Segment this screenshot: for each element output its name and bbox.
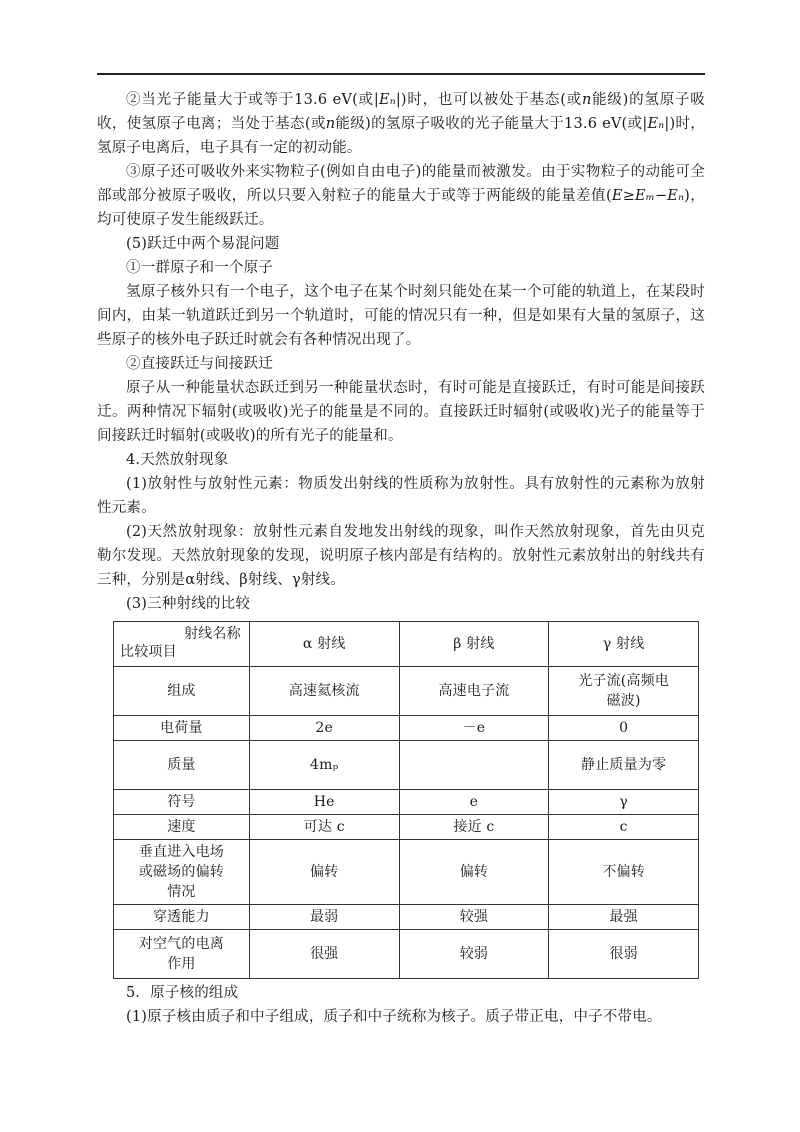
table-row — [114, 667, 699, 716]
row-label-text: 组成 — [167, 683, 196, 699]
table-cell — [549, 815, 699, 840]
paragraph: 原子从一种能量状态跃迁到另一种能量状态时，有时可能是直接跃迁，有时可能是间接跃迁。两种情况下辐射(或吸收)光子的能量是不同的。直接跃迁时辐射(或吸收)光子的能量等于间接跃迁时辐射(或吸收)的所有光子的能量和。 — [97, 380, 705, 444]
table-row — [114, 790, 699, 815]
cell-text: 可达 c — [303, 819, 345, 835]
cell-text: 2e — [315, 720, 333, 736]
column-header-gamma: γ 射线 — [549, 622, 699, 667]
math-symbol: E — [667, 188, 679, 204]
cell-text: 很弱 — [609, 946, 638, 962]
table-cell — [549, 741, 699, 790]
row-label-text: 质量 — [167, 757, 196, 773]
cell-text: c — [619, 819, 628, 835]
text-run: − — [654, 188, 668, 204]
table-cell — [249, 790, 399, 815]
table-cell — [249, 716, 399, 741]
table-cell — [249, 815, 399, 840]
paragraph: ②直接跃迁与间接跃迁 — [126, 356, 273, 372]
text-run: |)时，氢原子电离后，电子具有一定的初动能。 — [97, 116, 705, 156]
corner-top-right-label: 射线名称 — [183, 626, 241, 642]
cell-text: 很强 — [309, 946, 339, 962]
table-cell — [249, 840, 399, 905]
table-header-row — [114, 622, 699, 667]
column-header-alpha: α 射线 — [249, 622, 399, 667]
table-cell — [549, 790, 699, 815]
document-body — [97, 88, 705, 1029]
cell-text: 最强 — [609, 909, 638, 925]
row-label — [114, 790, 250, 815]
text-run: 能级)的氢原子吸收的光子能量大于13.6 eV(或| — [335, 116, 648, 132]
table-cell — [399, 790, 549, 815]
math-symbol: E — [635, 188, 646, 204]
paragraph: (2)天然放射现象：放射性元素自发地发出射线的现象，叫作天然放射现象，首先由贝克勒尔发现。天然放射现象的发现，说明原子核内部是有结构的。放射性元素放射出的射线共有三种，分别是α射线、β射线、γ射线。 — [97, 524, 705, 588]
cell-text: 不偏转 — [602, 864, 645, 880]
paragraph-group-top — [97, 88, 705, 616]
paragraph — [97, 160, 705, 232]
table-cell — [549, 667, 699, 716]
math-symbol: E — [647, 116, 659, 132]
table-cell — [549, 716, 699, 741]
text-run: ②当光子能量大于或等于13.6 eV(或| — [126, 92, 379, 108]
table-cell — [249, 741, 399, 790]
text-run: ③原子还可吸收外来实物粒子(例如自由电子)的能量而被激发。由于实物粒子的动能可全部或部分被原子吸收，所以只要入射粒子的能量大于或等于两能级的能量差值( — [97, 164, 705, 204]
paragraph — [97, 88, 705, 160]
row-label-text: 垂直进入电场或磁场的偏转情况 — [138, 844, 224, 900]
paragraph: (1)放射性与放射性元素：物质发出射线的性质称为放射性。具有放射性的元素称为放射性元素。 — [97, 476, 705, 516]
row-label-text: 速度 — [167, 819, 196, 835]
row-label — [114, 741, 250, 790]
table-cell — [399, 840, 549, 905]
paragraph: 4.天然放射现象 — [126, 452, 229, 468]
math-symbol: E — [378, 92, 390, 108]
math-symbol: ₙ — [389, 92, 396, 108]
cell-text: 光子流(高频电磁波) — [578, 673, 670, 709]
row-label — [114, 667, 250, 716]
table-cell — [249, 667, 399, 716]
text-run: |)时，也可以被处于基态(或 — [395, 92, 582, 108]
row-label — [114, 815, 250, 840]
paragraph: ①一群原子和一个原子 — [126, 260, 273, 276]
math-symbol: n — [581, 92, 592, 108]
table-row — [114, 741, 699, 790]
header-rule — [97, 73, 705, 75]
table-cell — [399, 716, 549, 741]
row-label-text: 电荷量 — [160, 720, 203, 736]
cell-text: 4mₚ — [310, 757, 339, 773]
table-row — [114, 930, 699, 979]
math-symbol: ₙ — [658, 116, 665, 132]
cell-text: 最弱 — [309, 909, 339, 925]
cell-text: 静止质量为零 — [581, 757, 667, 773]
text-run: 能级)的氢原子吸收，使氢原子电离；当处于基态(或 — [97, 92, 705, 132]
cell-text: 0 — [619, 720, 629, 736]
table-cell — [399, 815, 549, 840]
cell-text: He — [313, 794, 335, 810]
corner-bottom-left-label: 比较项目 — [120, 644, 177, 660]
cell-text: 较强 — [459, 909, 489, 925]
cell-text: －e — [462, 720, 486, 736]
table-cell — [249, 930, 399, 979]
column-header-beta: β 射线 — [399, 622, 549, 667]
row-label — [114, 930, 250, 979]
cell-text: γ — [619, 794, 628, 810]
row-label-text: 穿透能力 — [152, 909, 210, 925]
row-label-text: 符号 — [167, 794, 196, 810]
table-cell — [549, 905, 699, 930]
cell-text: 接近 c — [453, 819, 495, 835]
paragraph: (5)跃迁中两个易混问题 — [126, 236, 280, 252]
text-run: )，均可使原子发生能级跃迁。 — [97, 188, 706, 228]
paragraph: 氢原子核外只有一个电子，这个电子在某个时刻只能处在某一个可能的轨道上，在某段时间内，由某一轨道跃迁到另一个轨道时，可能的情况只有一种，但是如果有大量的氢原子，这些原子的核外电子跃迁时就会有各种情况出现了。 — [97, 284, 705, 348]
table-corner-header — [114, 622, 250, 667]
table-row — [114, 905, 699, 930]
text-run: ≥ — [622, 188, 636, 204]
paragraph: 5．原子核的组成 — [126, 985, 239, 1001]
table-cell — [399, 667, 549, 716]
cell-text: 高速氦核流 — [288, 683, 360, 699]
row-label-text: 对空气的电离作用 — [138, 936, 224, 972]
cell-text: 偏转 — [309, 864, 339, 880]
table-cell — [549, 930, 699, 979]
table-row — [114, 815, 699, 840]
cell-text: 偏转 — [459, 864, 489, 880]
table-row — [114, 716, 699, 741]
table-cell — [249, 905, 399, 930]
paragraph: (3)三种射线的比较 — [126, 596, 251, 612]
row-label — [114, 840, 250, 905]
math-symbol: ₘ — [645, 188, 655, 204]
math-symbol: E — [611, 188, 623, 204]
table-cell — [549, 840, 699, 905]
cell-text: e — [469, 794, 479, 810]
paragraph: (1)原子核由质子和中子组成，质子和中子统称为核子。质子带正电，中子不带电。 — [126, 1009, 662, 1025]
math-symbol: ₙ — [678, 188, 685, 204]
radiation-comparison-table — [113, 621, 699, 979]
table-cell — [399, 930, 549, 979]
row-label — [114, 716, 250, 741]
math-symbol: n — [325, 116, 336, 132]
paragraph-group-bottom — [97, 981, 705, 1029]
table-cell — [399, 905, 549, 930]
row-label — [114, 905, 250, 930]
table-row — [114, 840, 699, 905]
cell-text: 高速电子流 — [438, 683, 510, 699]
cell-text: 较弱 — [459, 946, 489, 962]
table-cell — [399, 741, 549, 790]
